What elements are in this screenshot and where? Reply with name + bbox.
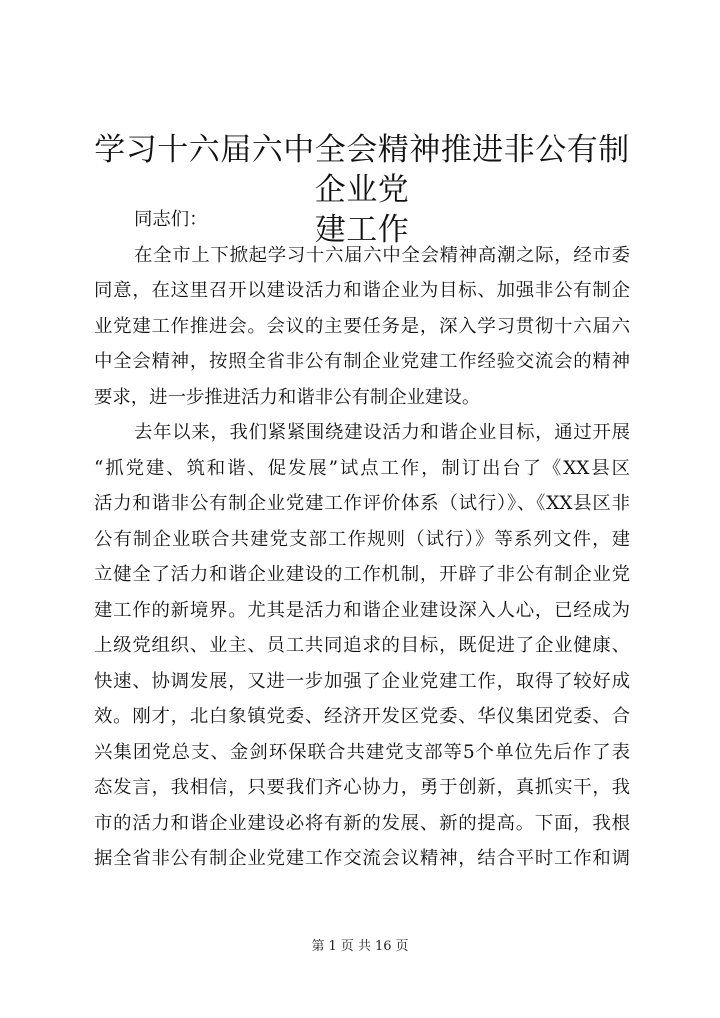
greeting: 同志们： — [134, 209, 208, 230]
paragraph-line: 要求，进一步推进活力和谐非公有制企业建设。 — [94, 386, 481, 408]
page-mid: 页 共 — [340, 939, 371, 954]
title-line-1: 学习十六届六中全会精神推进非公有制企业党 — [94, 132, 630, 208]
paragraph-line: 同意，在这里召开以建设活力和谐企业为目标、加强非公有制企 — [94, 280, 630, 301]
paragraph-line: 据全省非公有制企业党建工作交流会议精神，结合平时工作和调 — [94, 848, 630, 869]
paragraph-line: 上级党组织、业主、员工共同追求的目标，既促进了企业健康、 — [94, 635, 630, 656]
document-body — [94, 202, 630, 877]
title-line-2: 建工作 — [314, 212, 410, 248]
paragraph-line: 立健全了活力和谐企业建设的工作机制，开辟了非公有制企业党 — [94, 564, 630, 585]
paragraph-line: 业党建工作推进会。会议的主要任务是，深入学习贯彻十六届六 — [94, 315, 630, 337]
paragraph-line: “抓党建、筑和谐、促发展”试点工作，制订出台了《XX县区 — [94, 457, 630, 479]
paragraph-line: 活力和谐非公有制企业党建工作评价体系（试行）》、《XX县区非 — [94, 493, 630, 514]
paragraph-line: 快速、协调发展，又进一步加强了企业党建工作，取得了较好成 — [94, 670, 630, 692]
paragraph-line: 中全会精神，按照全省非公有制企业党建工作经验交流会的精神 — [94, 351, 630, 372]
page-footer — [0, 938, 720, 956]
paragraph-line: 在全市上下掀起学习十六届六中全会精神高潮之际，经市委 — [134, 244, 630, 266]
page-suffix: 页 — [395, 939, 409, 954]
paragraph-line: 建工作的新境界。尤其是活力和谐企业建设深入人心，已经成为 — [94, 599, 630, 621]
page-total: 16 — [374, 939, 392, 954]
paragraph-line: 公有制企业联合共建党支部工作规则（试行）》等系列文件，建 — [94, 528, 630, 550]
paragraph-line: 去年以来，我们紧紧围绕建设活力和谐企业目标，通过开展 — [134, 422, 630, 443]
paragraph-line: 兴集团党总支、金剑环保联合共建党支部等5个单位先后作了表 — [94, 741, 630, 763]
paragraph-line: 市的活力和谐企业建设必将有新的发展、新的提高。下面，我根 — [94, 812, 630, 834]
paragraph-2 — [94, 415, 630, 877]
paragraph-line: 效。刚才，北白象镇党委、经济开发区党委、华仪集团党委、合 — [94, 706, 630, 727]
paragraph-line: 态发言，我相信，只要我们齐心协力，勇于创新，真抓实干，我 — [94, 777, 630, 798]
page-current: 1 — [328, 939, 337, 954]
paragraph-1 — [94, 238, 630, 416]
page-prefix: 第 — [311, 939, 325, 954]
